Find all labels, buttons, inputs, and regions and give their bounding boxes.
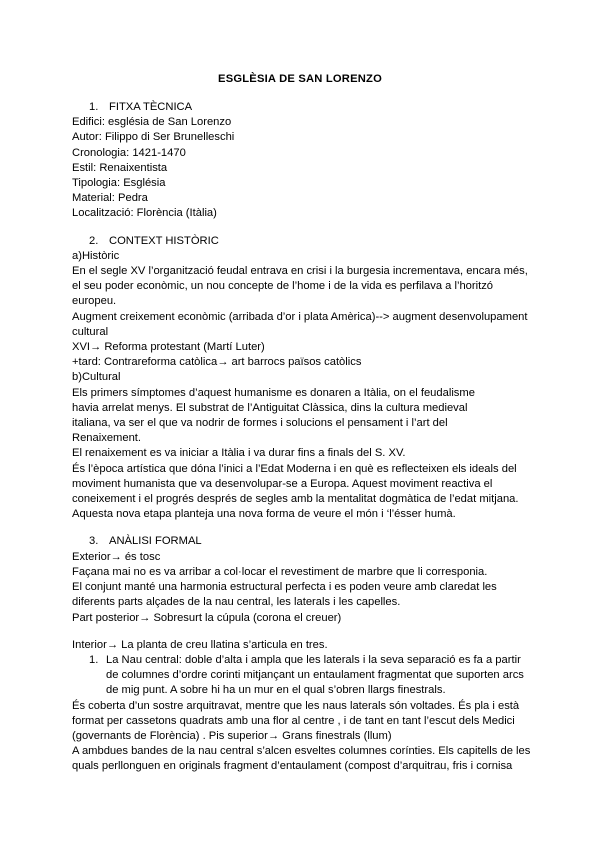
fitxa-line: Estil: Renaixentista — [72, 161, 168, 174]
paragraph-line: italiana, va ser el que va nodrir de formes i solucions el pensament i l’art del — [72, 417, 448, 430]
section-title: CONTEXT HISTÒRIC — [109, 234, 219, 247]
paragraph: En el segle XV l’organització feudal entrava en crisi i la burgesia incrementava, encara més, el seu poder econòmic, un nou concepte de l’home i de la vida es perfilava a l’horitzó europeu. — [72, 265, 528, 308]
section-heading-context-historic — [89, 234, 532, 249]
fitxa-line: Cronologia: 1421-1470 — [72, 146, 186, 159]
paragraph: És l’època artística que dóna l’inici a l’Edat Moderna i en què es reflecteixen els ideals del moviment humanista que va desenvolupar-se a Europa. Aquest moviment reactiva el coneixement i el progrés després de segles amb la mentalitat dogmàtica de l’edat mitjana. Aquesta nova etapa planteja una nova forma de veure el món i ‘l’ésser humà. — [72, 462, 519, 521]
document-body — [72, 100, 532, 775]
list-item — [89, 653, 532, 699]
fitxa-line: Localització: Florència (Itàlia) — [72, 207, 217, 220]
subsection-label: a)Històric — [72, 249, 120, 262]
paragraph-line: Els primers símptomes d’aquest humanisme es donaren a Itàlia, on el feudalisme — [72, 386, 475, 399]
paragraph: Façana mai no es va arribar a col·locar el revestiment de marbre que li corresponia. — [72, 565, 488, 578]
fitxa-line: Edifici: església de San Lorenzo — [72, 116, 232, 129]
numbered-list — [72, 653, 532, 699]
section-number: 3. — [89, 535, 99, 548]
paragraph: El conjunt manté una harmonia estructural perfecta i es poden veure amb claredat les diferents parts alçades de la nau central, les laterals i les capelles. — [72, 581, 497, 609]
section-number: 2. — [89, 234, 99, 247]
subsection-label: Interior→ La planta de creu llatina s’articula en tres. — [72, 638, 328, 651]
section-number: 1. — [89, 101, 99, 113]
paragraph: És coberta d’un sostre arquitravat, mentre que les naus laterals són voltades. És pla i està format per cassetons quadrats amb una flor al centre , i de tant en tant l’escut dels Medici (governants de Florència) . Pis superior→ Grans finestrals (llum) — [72, 699, 520, 742]
paragraph-line: havia arrelat menys. El substrat de l’Antiguitat Clàssica, dins la cultura medieval — [72, 401, 468, 414]
paragraph-line: Renaixement. — [72, 432, 142, 445]
paragraph-line: XVI→ Reforma protestant (Martí Luter) — [72, 341, 265, 354]
page-title: ESGLÈSIA DE SAN LORENZO — [218, 73, 382, 85]
fitxa-line: Autor: Filippo di Ser Brunelleschi — [72, 131, 235, 144]
paragraph-line: +tard: Contrareforma catòlica→ art barrocs països catòlics — [72, 356, 362, 369]
paragraph-line: Part posterior→ Sobresurt la cúpula (corona el creuer) — [72, 611, 342, 624]
section-heading-fitxa-tecnica — [89, 100, 532, 115]
list-item-number: 1. — [89, 653, 99, 666]
subsection-label: b)Cultural — [72, 371, 121, 384]
fitxa-line: Material: Pedra — [72, 192, 148, 205]
fitxa-line: Tipologia: Església — [72, 177, 166, 190]
section-heading-analisi-formal — [89, 534, 532, 549]
paragraph: A ambdues bandes de la nau central s’alcen esveltes columnes corínties. Els capitells de les quals perllonguen en originals fragment d’entaulament (compost d’arquitrau, fris i cornisa — [72, 745, 531, 773]
paragraph-line: El renaixement es va iniciar a Itàlia i va durar fins a finals del S. XV. — [72, 447, 406, 460]
list-item-text: La Nau central: doble d’alta i ampla que les laterals i la seva separació es fa a partir de columnes d’ordre corinti mitjançant un entaulament fragmentat que suporten arcs de mig punt. A sobre hi ha un mur en el qual s’obren llargs finestrals. — [106, 653, 524, 697]
paragraph: Augment creixement econòmic (arribada d’or i plata Amèrica)--> augment desenvolupament cultural — [72, 310, 528, 338]
subsection-label: Exterior→ és tosc — [72, 550, 161, 563]
section-title: FITXA TÈCNICA — [109, 101, 193, 113]
section-title: ANÀLISI FORMAL — [109, 535, 202, 548]
